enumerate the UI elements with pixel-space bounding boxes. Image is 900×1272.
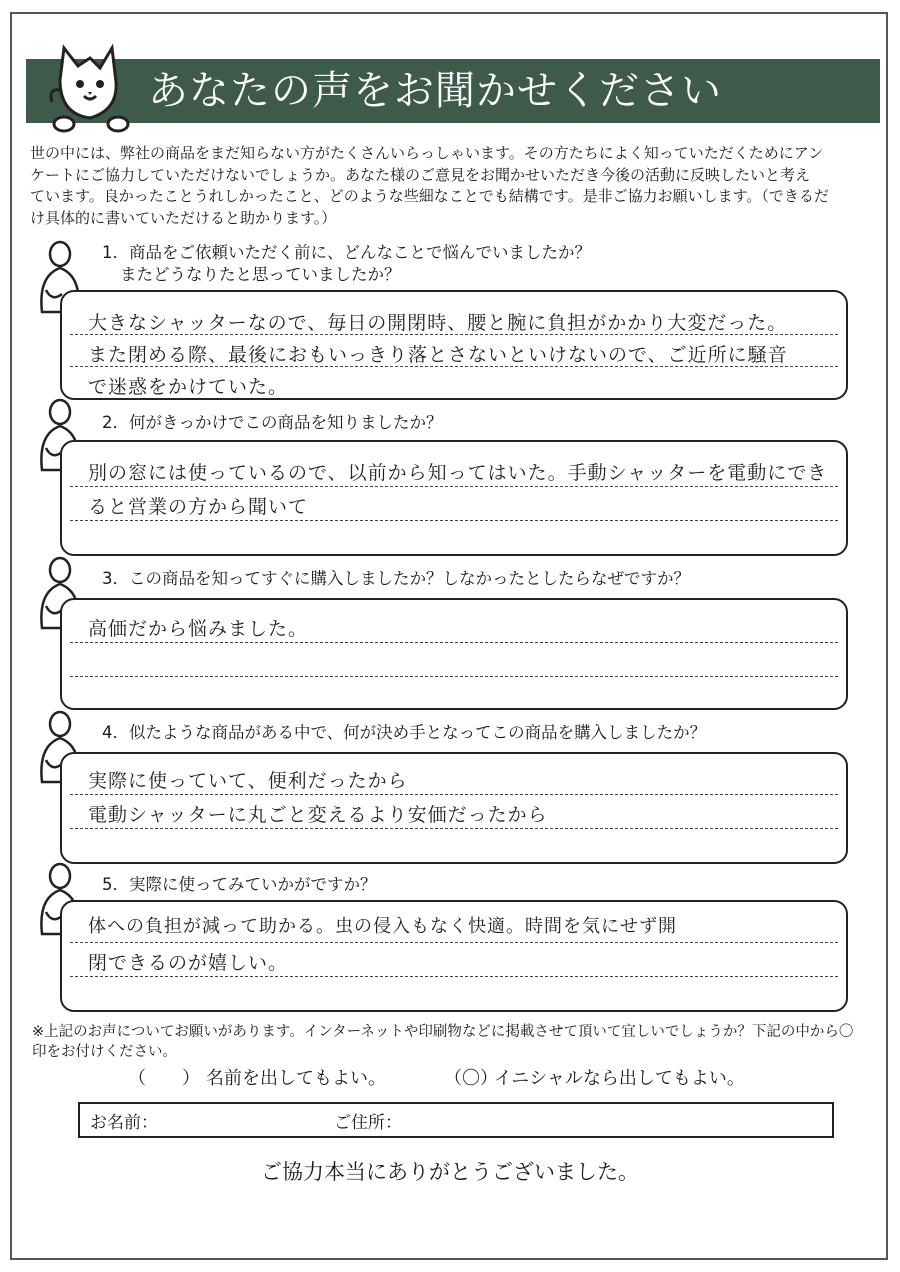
answer-rule [70, 942, 838, 943]
note-line: ※上記のお声についてお願いがあります。インターネットや印刷物などに掲載させて頂いて宜しいでしょうか？下記の中から〇 [32, 1024, 854, 1040]
question-text: 1．商品をご依頼いただく前に、どんなことで悩んでいましたか？ [102, 243, 591, 262]
question-text: 5．実際に使ってみていかがですか？ [102, 875, 377, 894]
answer-text: 閉できるのが嬉しい。 [88, 952, 289, 974]
answer-rule [70, 520, 838, 521]
thanks-message: ご協力本当にありがとうございました。 [261, 1160, 639, 1184]
answer-rule [70, 976, 838, 977]
answer-rule [70, 828, 838, 829]
answer-rule [70, 486, 838, 487]
answer-rule [70, 676, 838, 677]
question-5 [102, 874, 377, 896]
name-field-label: お名前： [90, 1113, 158, 1133]
question-4 [102, 722, 706, 744]
answer-text: で迷惑をかけていた。 [88, 376, 289, 398]
intro-paragraph [30, 143, 870, 229]
intro-line: け具体的に書いていただけると助かります。） [30, 208, 337, 227]
answer-text: ると営業の方から聞いて [88, 496, 309, 518]
question-text: またどうなりたと思っていましたか？ [120, 265, 401, 284]
intro-line: ケートにご協力していただけないでしょうか。あなた様のご意見をお聞かせいただき今後の活動に反映したいと考え [30, 165, 811, 184]
publication-consent-note [32, 1022, 872, 1062]
answer-text: また閉める際、最後におもいっきり落とさないといけないので、ご近所に騒音 [88, 344, 788, 366]
intro-line: ています。良かったことうれしかったこと、どのような些細なことでも結構です。是非ご協力お願いします。（できるだ [30, 187, 829, 205]
question-3 [102, 568, 690, 590]
answer-text: 大きなシャッターなので、毎日の開閉時、腰と腕に負担がかかり大変だった。 [88, 312, 788, 334]
answer-rule [70, 642, 838, 643]
intro-line: 世の中には、弊社の商品をまだ知らない方がたくさんいらっしゃいます。その方たちによく知っていただくためにアン [30, 144, 824, 162]
page-title: あなたの声をお聞かせください [148, 68, 722, 114]
answer-text: 体への負担が減って助かる。虫の侵入もなく快適。時間を気にせず開 [88, 916, 677, 937]
name-address-box [78, 1102, 834, 1138]
question-2 [102, 412, 443, 434]
choice-initial-checkbox[interactable]: （〇） [444, 1068, 498, 1089]
note-line: 印をお付けください。 [32, 1044, 177, 1060]
cat-mascot-icon [38, 40, 138, 136]
choice-name-checkbox[interactable]: （ ） [128, 1068, 200, 1089]
choice-initial-label: イニシャルなら出してもよい。 [494, 1068, 745, 1089]
answer-rule [70, 794, 838, 795]
answer-text: 高価だから悩みました。 [88, 618, 309, 640]
choice-name-label: 名前を出してもよい。 [206, 1068, 386, 1089]
question-text: 2．何がきっかけでこの商品を知りましたか？ [102, 413, 443, 432]
answer-text: 電動シャッターに丸ごと変えるより安価だったから [88, 804, 548, 826]
answer-text: 実際に使っていて、便利だったから [88, 770, 408, 792]
question-text: 4．似たような商品がある中で、何が決め手となってこの商品を購入しましたか？ [102, 723, 707, 742]
answer-text: 別の窓には使っているので、以前から知ってはいた。手動シャッターを電動にでき [88, 462, 828, 484]
question-text: 3．この商品を知ってすぐに購入しましたか？しなかったとしたらなぜですか？ [102, 569, 690, 588]
question-1 [102, 242, 591, 286]
address-field-label: ご住所： [334, 1113, 402, 1133]
